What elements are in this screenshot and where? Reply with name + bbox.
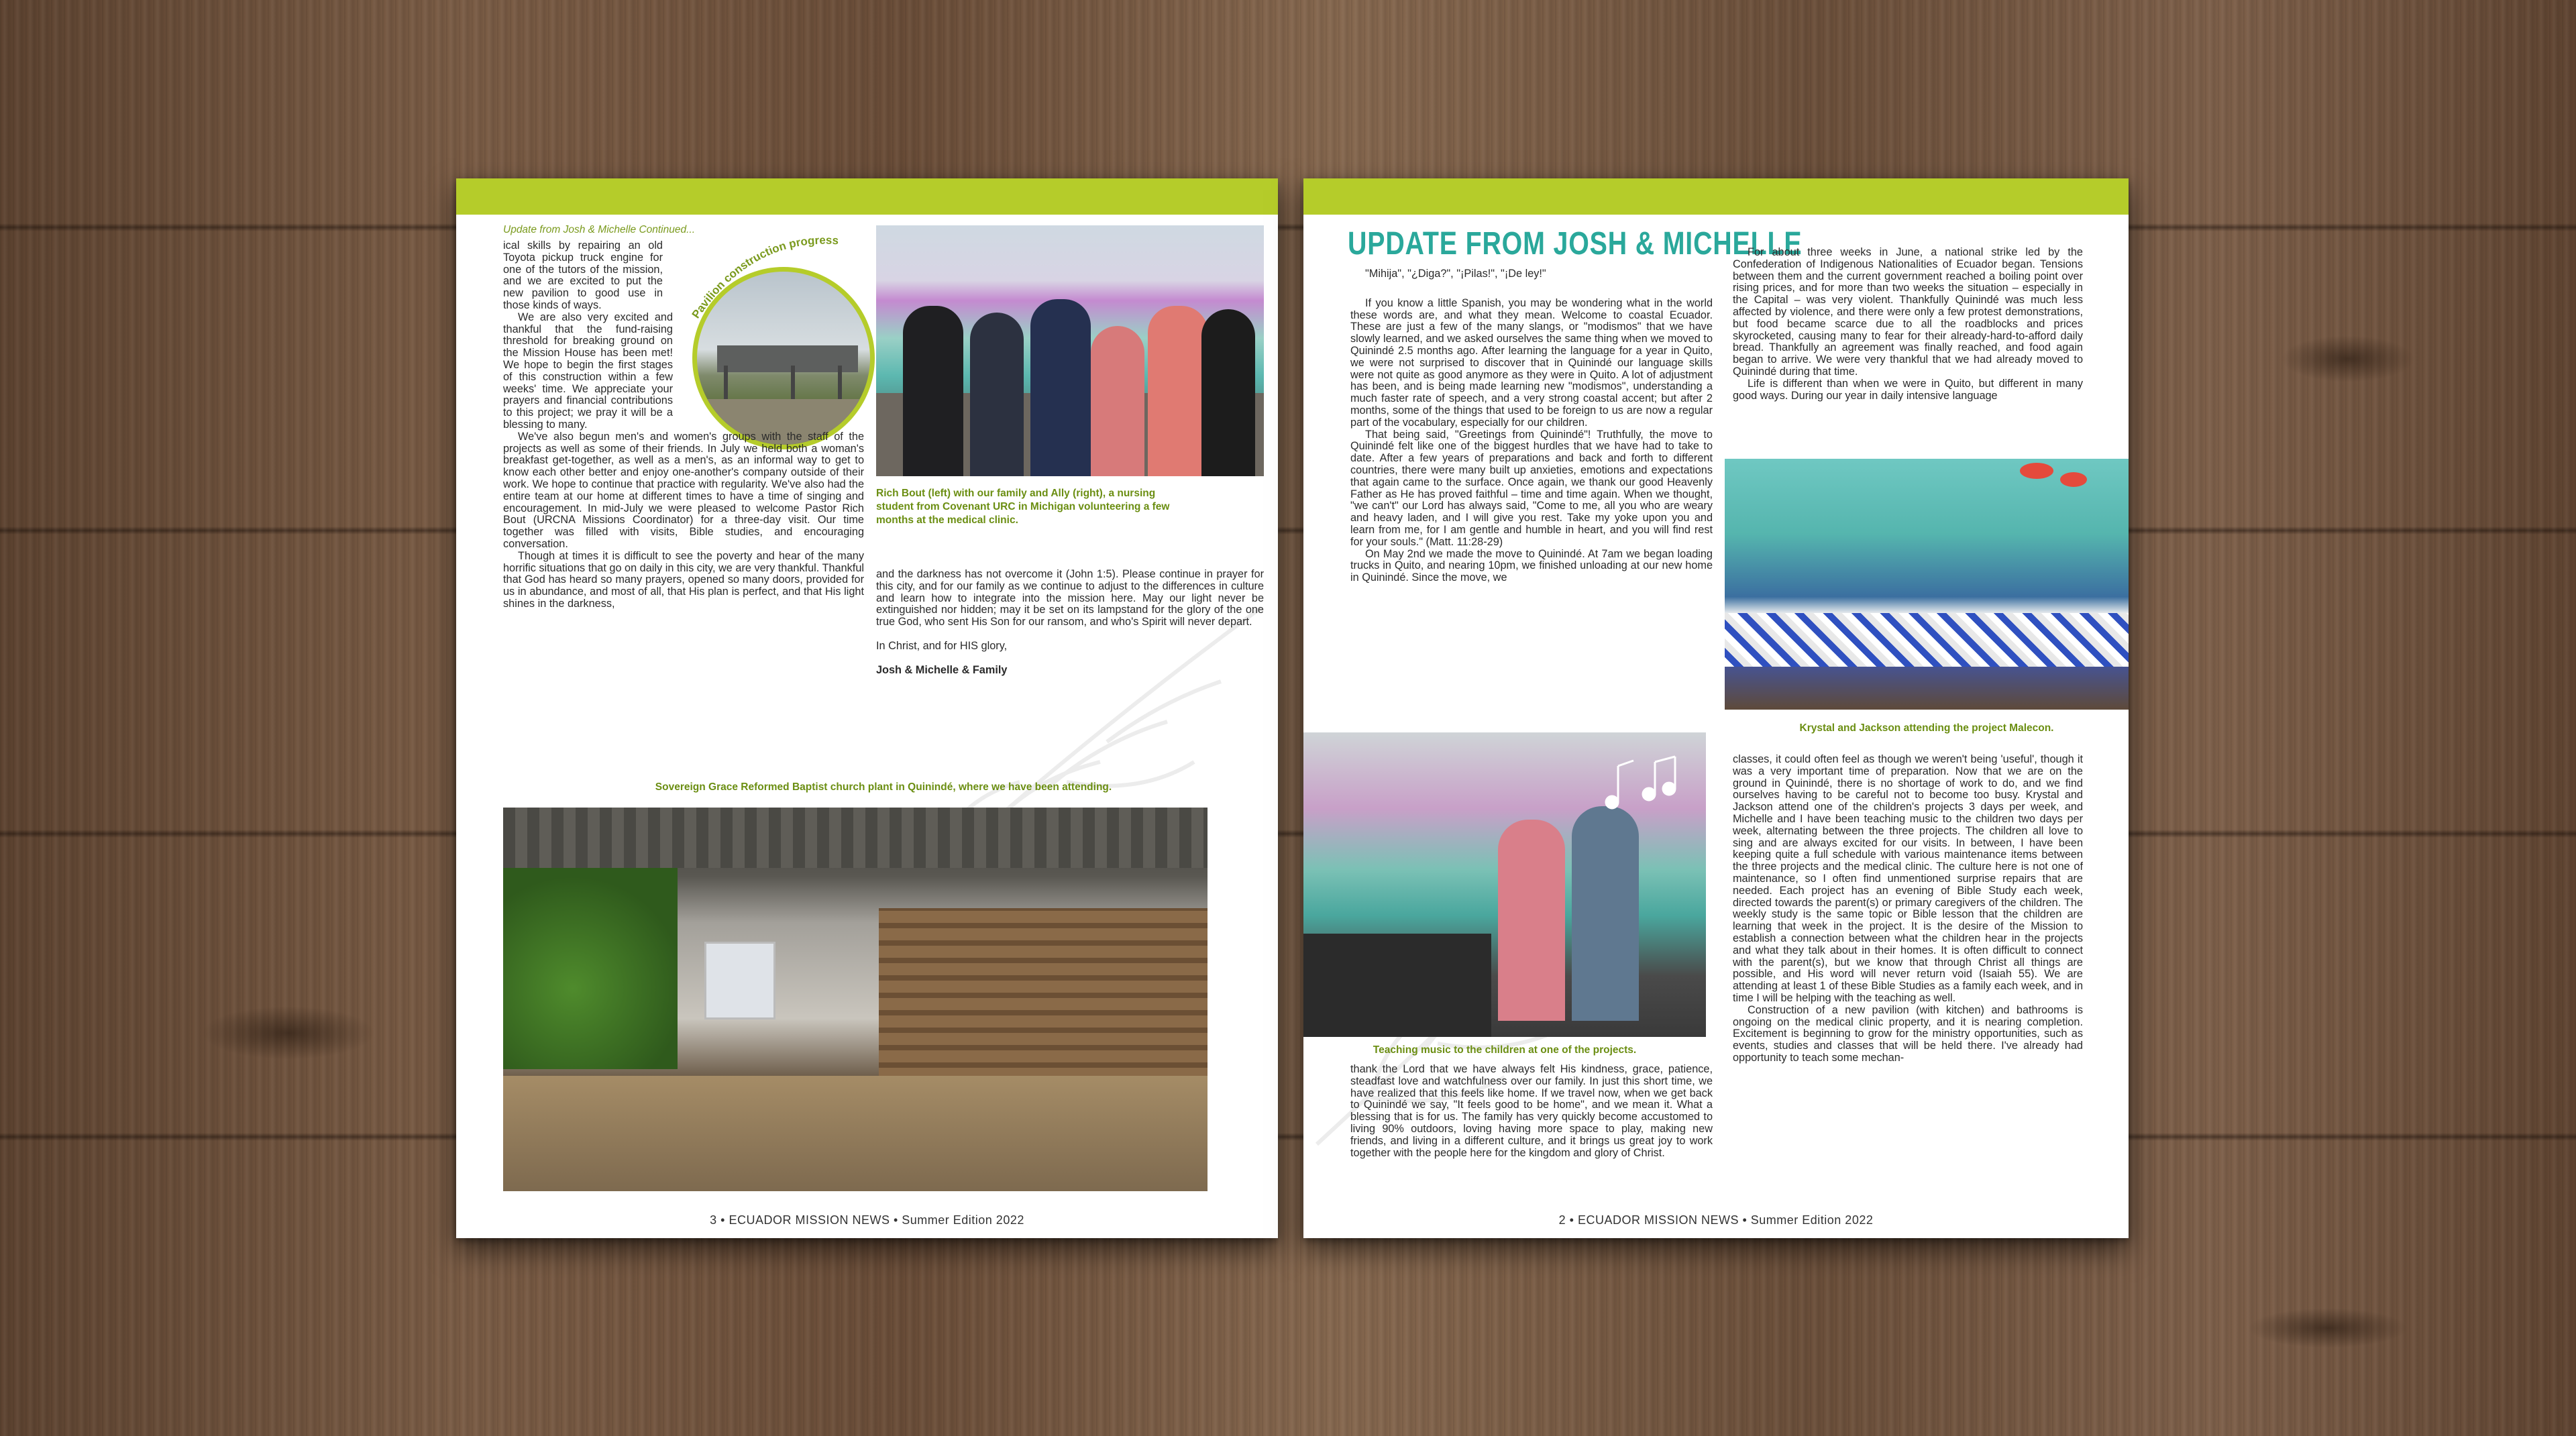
kids-photo-caption: Krystal and Jackson attending the project Malecon. <box>1799 722 2054 734</box>
family-photo-caption: Rich Bout (left) with our family and Ally (right), a nursing student from Covenant URC in Michigan volunteering a few months at the medical clinic. <box>876 488 1170 526</box>
paragraph: and the darkness has not overcome it (John 1:5). Please continue in prayer for this city, and for our family as we continue to adjust to the differences in culture and learn how to integrate into the mission here. May our light never be extinguished nor hidden; may it be set on its lampstand for the glory of the one true God, who sent His Son for our ransom, and who's Spirit will never depart. <box>876 568 1264 628</box>
signature: Josh & Michelle & Family <box>876 663 1008 676</box>
right-col2-bottom-text <box>1733 754 2083 1064</box>
paragraph: On May 2nd we made the move to Quinindé. At 7am we began loading trucks in Quito, and nearing 10pm, we finished unloading at our new home in Quinindé. Since the move, we <box>1350 547 1713 584</box>
church-photo-caption: Sovereign Grace Reformed Baptist church plant in Quinindé, where we have been attending. <box>655 781 1112 793</box>
right-col2-text <box>1733 247 2083 402</box>
right-col1-bottom-text <box>1350 1064 1713 1159</box>
kids-project-photo <box>1725 459 2129 710</box>
paragraph: Though at times it is difficult to see the poverty and hear of the many horrific situations that go on daily in this city, we are very thankful. Thankful that God has heard so many prayers, opened so many doors, provided for us in abundance, and most of all, that His plan is perfect, and that His light shines in the darkness, <box>503 549 864 610</box>
paragraph: thank the Lord that we have always felt His kindness, grace, patience, steadfast love and watchfulness over our family. In just this short time, we have realized that this feels like home. If we travel now, when we get back to Quinindé we say, "It feels good to be home", and we mean it. What a blessing that is for us. The family has very quickly become accustomed to living 90% outdoors, loving having more space to play, making new friends, and living in a different culture, and it brings us great joy to work together with the people here for the kingdom and glory of Christ. <box>1350 1063 1713 1159</box>
wood-knot <box>2281 335 2415 382</box>
church-photo <box>503 808 1208 1191</box>
accent-band <box>456 178 1278 215</box>
left-col2-text <box>876 569 1264 677</box>
page-footer: 2 • ECUADOR MISSION NEWS • Summer Edition 2022 <box>1558 1213 1874 1227</box>
paragraph: Life is different than when we were in Quito, but different in many good ways. During our year in daily intensive language <box>1733 377 2083 402</box>
right-col1-text <box>1350 268 1713 584</box>
paragraph: That being said, "Greetings from Quinindé"! Truthfully, the move to Quinindé felt like one of the biggest hurdles that we have had to take to date. After a few years of preparations and back and forth to different countries, there were many built up anxieties, emotions and expectations that again came to the surface. Once again, we thank our good Heavenly Father as He has proved faithful – time and time again. When we thought, "we can't" our Lord has always said, "Come to me, all you who are weary and heavy laden, and I will give you rest. Take my yoke upon you and learn from me, for I am gentle and humble in heart, and you will find rest for your souls." (Matt. 11:28-29) <box>1350 428 1713 548</box>
newsletter-page-2 <box>1303 178 2129 1238</box>
article-title: UPDATE FROM JOSH & MICHELLE <box>1348 226 1803 262</box>
wood-knot <box>2247 1308 2408 1348</box>
newsletter-page-3 <box>456 178 1278 1238</box>
closing-line: In Christ, and for HIS glory, <box>876 639 1008 652</box>
paragraph: ical skills by repairing an old Toyota pickup truck engine for one of the tutors of the mission, and we are excited to put the new pavilion to good use in those kinds of ways. <box>503 239 663 311</box>
left-col1-text <box>503 240 864 610</box>
paragraph: classes, it could often feel as though we weren't being 'useful', though it was a very important time of preparation. Now that we are on the ground in Quinindé, there is no shortage of work to do, and we find ourselves having to be careful not to become too busy. Krystal and Jackson attend one of the children's projects 3 days per week, and Michelle and I have been teaching music to the children two days per week, alternating between the three projects. The children all love to sing and are always excited for our visits. In between, I have been keeping quite a full schedule with various maintenance items between the three projects and the medical clinic. The culture here is not one of maintenance, so I often find unmentioned surprise repairs that are needed. Each project has an evening of Bible Study each week, directed towards the parent(s) or primary caregivers of the children. The weekly study is the same topic or Bible lesson that the children are learning that week in the project. It is the desire of the Mission to establish a connection between what the children hear in the projects and what they talk about in their homes. It is often difficult to connect with the parent(s), but we know that through Christ all things are possible, and His word will never return void (Isaiah 55). We are attending at least 1 of these Bible Studies as a family each week, and in time I will be helping with the teaching as well. <box>1733 753 2083 1004</box>
wood-knot <box>201 1006 376 1060</box>
paragraph: If you know a little Spanish, you may be wondering what in the world these words are, and what they mean. Welcome to coastal Ecuador. These are just a few of the many slangs, or "modismos" that we have slowly learned, and we asked ourselves the same thing when we moved to Quinindé 2.5 months ago. After learning the language for a year in Quito, we were not surprised to discover that in Quinindé our language skills were not quite as good anymore as they were in Quito. A lot of adjustment has been, and is being made learning new "modismos", understanding a much faster rate of speech, and a very strong coastal accent; but after 2 months, some of the things that used to be foreign to us are now a regular part of the vocabulary, especially for our children. <box>1350 296 1713 429</box>
continued-label: Update from Josh & Michelle Continued... <box>503 224 696 235</box>
music-photo-caption: Teaching music to the children at one of the projects. <box>1373 1044 1637 1056</box>
family-photo <box>876 225 1264 476</box>
circle-label: Pavilion construction progress <box>689 233 839 321</box>
paragraph: For about three weeks in June, a national strike led by the Confederation of Indigenous Nationalities of Ecuador began. Tensions between them and the current government reached a boiling point over rising prices, and for more than two weeks the situation – especially in the Capital – was very violent. Thankfully Quinindé was much less affected by violence, and there were only a few protest demonstrations, but food became scarce due to all the roadblocks and prices skyrocketed, causing many to fear for their already-hard-to-afford daily bread. Thankfully an agreement was finally reached, and food again began to arrive. We were very thankful that we had already moved to Quinindé during that time. <box>1733 246 2083 378</box>
accent-band <box>1303 178 2129 215</box>
paragraph: We are also very excited and thankful that the fund-raising threshold for breaking ground on the Mission House has been met! We hope to begin the first stages of this construction within a few weeks' time. We appreciate your prayers and financial contributions to this project; we pray it will be a blessing to many. <box>503 311 673 431</box>
intro-quote: "Mihija", "¿Diga?", "¡Pilas!", "¡De ley!" <box>1365 268 1546 280</box>
paragraph: We've also begun men's and women's groups with the staff of the projects as well as some of their friends. In July we held both a woman's breakfast get-together, as well as a men's, as an informal way to get to know each other better and enjoy one-another's company outside of their work. We hope to continue that practice with regularity. We've also had the entire team at our home at different times to have a time of singing and encouragement. In mid-July we were pleased to welcome Pastor Rich Bout (URCNA Missions Coordinator) for a three-day visit. Our time together was filled with visits, Bible studies, and encouraging conversation. <box>503 430 864 550</box>
music-notes-icon <box>1599 754 1686 814</box>
page-footer: 3 • ECUADOR MISSION NEWS • Summer Edition 2022 <box>710 1213 1024 1227</box>
paragraph: Construction of a new pavilion (with kitchen) and bathrooms is ongoing on the medical clinic property, and it is nearing completion. Excitement is beginning to grow for the ministry opportunities, such as events, studies and classes that will be held there. I've already had opportunity to teach some mechan- <box>1733 1003 2083 1064</box>
